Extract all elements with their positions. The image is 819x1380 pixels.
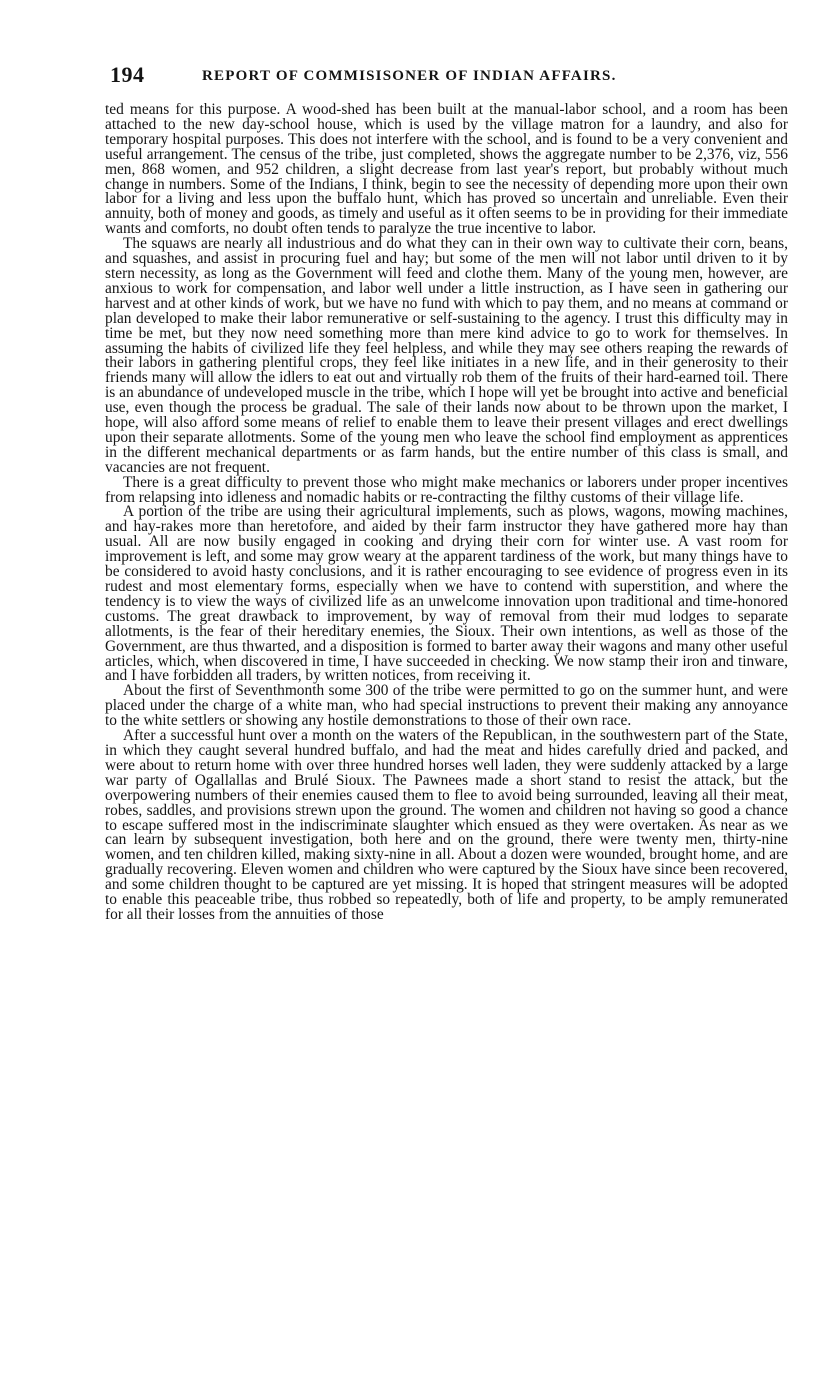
paragraph-2: The squaws are nearly all industrious and do what they can in their own way to cultivate their corn, beans, and squashes, and assist in procuring fuel and hay; but some of the men will not labor until driven to it by stern necessity, as long as the Government will feed and clothe them. Many of the young men, however, are anxious to work for compensation, and labor well under a little instruction, as I have seen in gathering our harvest and at other kinds of work, but we have no fund with which to pay them, and no means at command or plan developed to make their labor remunerative or self-sustaining to the agency. I trust this difficulty may in time be met, but they now need something more than mere kind advice to go to work for themselves. In assuming the habits of civilized life they feel helpless, and while they may see others reaping the rewards of their labors in gathering plentiful crops, they feel like initiates in a new life, and in their generosity to their friends many will allow the idlers to eat out and virtually rob them of the fruits of their hard-earned toil. There is an abundance of undeveloped muscle in the tribe, which I hope will yet be brought into active and beneficial use, even though the process be gradual. The sale of their lands now about to be thrown upon the market, I hope, will also afford some means of relief to enable them to leave their present villages and erect dwellings upon their separate allotments. Some of the young men who leave the school find employment as apprentices in the different mechanical departments or as farm hands, but the entire number of this class is small, and vacancies are not frequent. xyxy=(105,235,788,476)
body-text xyxy=(105,103,788,923)
paragraph-6: After a successful hunt over a month on the waters of the Republican, in the southwestern part of the State, in which they caught several hundred buffalo, and had the meat and hides carefully dried and packed, and were about to return home with over three hundred horses well laden, they were suddenly attacked by a large war party of Ogallallas and Brulé Sioux. The Pawnees made a short stand to resist the attack, but the overpowering numbers of their enemies caused them to flee to avoid being surrounded, leaving all their meat, robes, saddles, and provisions strewn upon the ground. The women and children not having so good a chance to escape suffered most in the indiscriminate slaughter which ensued as they were overtaken. As near as we can learn by subsequent investigation, both here and on the ground, there were twenty men, thirty-nine women, and ten children killed, making sixty-nine in all. About a dozen were wounded, brought home, and are gradually recovering. Eleven women and children who were captured by the Sioux have since been recovered, and some children thought to be captured are yet missing. It is hoped that stringent measures will be adopted to enable this peaceable tribe, thus robbed so repeatedly, both of life and property, to be amply remunerated for all their losses from the annuities of those xyxy=(105,727,788,923)
paragraph-3: There is a great difficulty to prevent those who might make mechanics or laborers under proper incentives from relapsing into idleness and nomadic habits or re-contracting the filthy customs of their village life. xyxy=(105,473,788,506)
paragraph-5: About the first of Seventhmonth some 300 of the tribe were permitted to go on the summer hunt, and were placed under the charge of a white man, who had special instructions to prevent their making any annoyance to the white settlers or showing any hostile demonstrations to those of their own race. xyxy=(105,682,788,730)
running-head: REPORT OF COMMISISONER OF INDIAN AFFAIRS. xyxy=(202,68,617,84)
page-header xyxy=(108,62,788,88)
paragraph-1: ted means for this purpose. A wood-shed has been built at the manual-labor school, and a room has been attached to the new day-school house, which is used by the village matron for a laundry, and also for temporary hospital purposes. This does not interfere with the school, and is found to be a very convenient and useful arrangement. The census of the tribe, just completed, shows the aggregate number to be 2,376, viz, 556 men, 868 women, and 952 children, a slight decrease from last year's report, but probably without much change in numbers. Some of the Indians, I think, begin to see the necessity of depending more upon their own labor for a living and less upon the buffalo hunt, which has proved so uncertain and unreliable. Even their annuity, both of money and goods, as timely and useful as it often seems to be in providing for their immediate wants and comforts, no doubt often tends to paralyze the true incentive to labor. xyxy=(105,101,788,238)
paragraph-4: A portion of the tribe are using their agricultural implements, such as plows, wagons, mowing machines, and hay-rakes more than heretofore, and aided by their farm instructor they have gathered more hay than usual. All are now busily engaged in cooking and drying their corn for winter use. A vast room for improvement is left, and some may grow weary at the apparent tardiness of the work, but many things have to be considered to avoid hasty conclusions, and it is rather encouraging to see evidence of progress even in its rudest and most elementary forms, especially when we have to contend with superstition, and where the tendency is to view the ways of civilized life as an unwelcome innovation upon traditional and time-honored customs. The great drawback to improvement, by way of removal from their mud lodges to separate allotments, is the fear of their hereditary enemies, the Sioux. Their own intentions, as well as those of the Government, are thus thwarted, and a disposition is formed to barter away their wagons and many other useful articles, which, when discovered in time, I have succeeded in checking. We now stamp their iron and tinware, and I have forbidden all traders, by written notices, from receiving it. xyxy=(105,503,788,685)
page-number: 194 xyxy=(110,62,145,87)
